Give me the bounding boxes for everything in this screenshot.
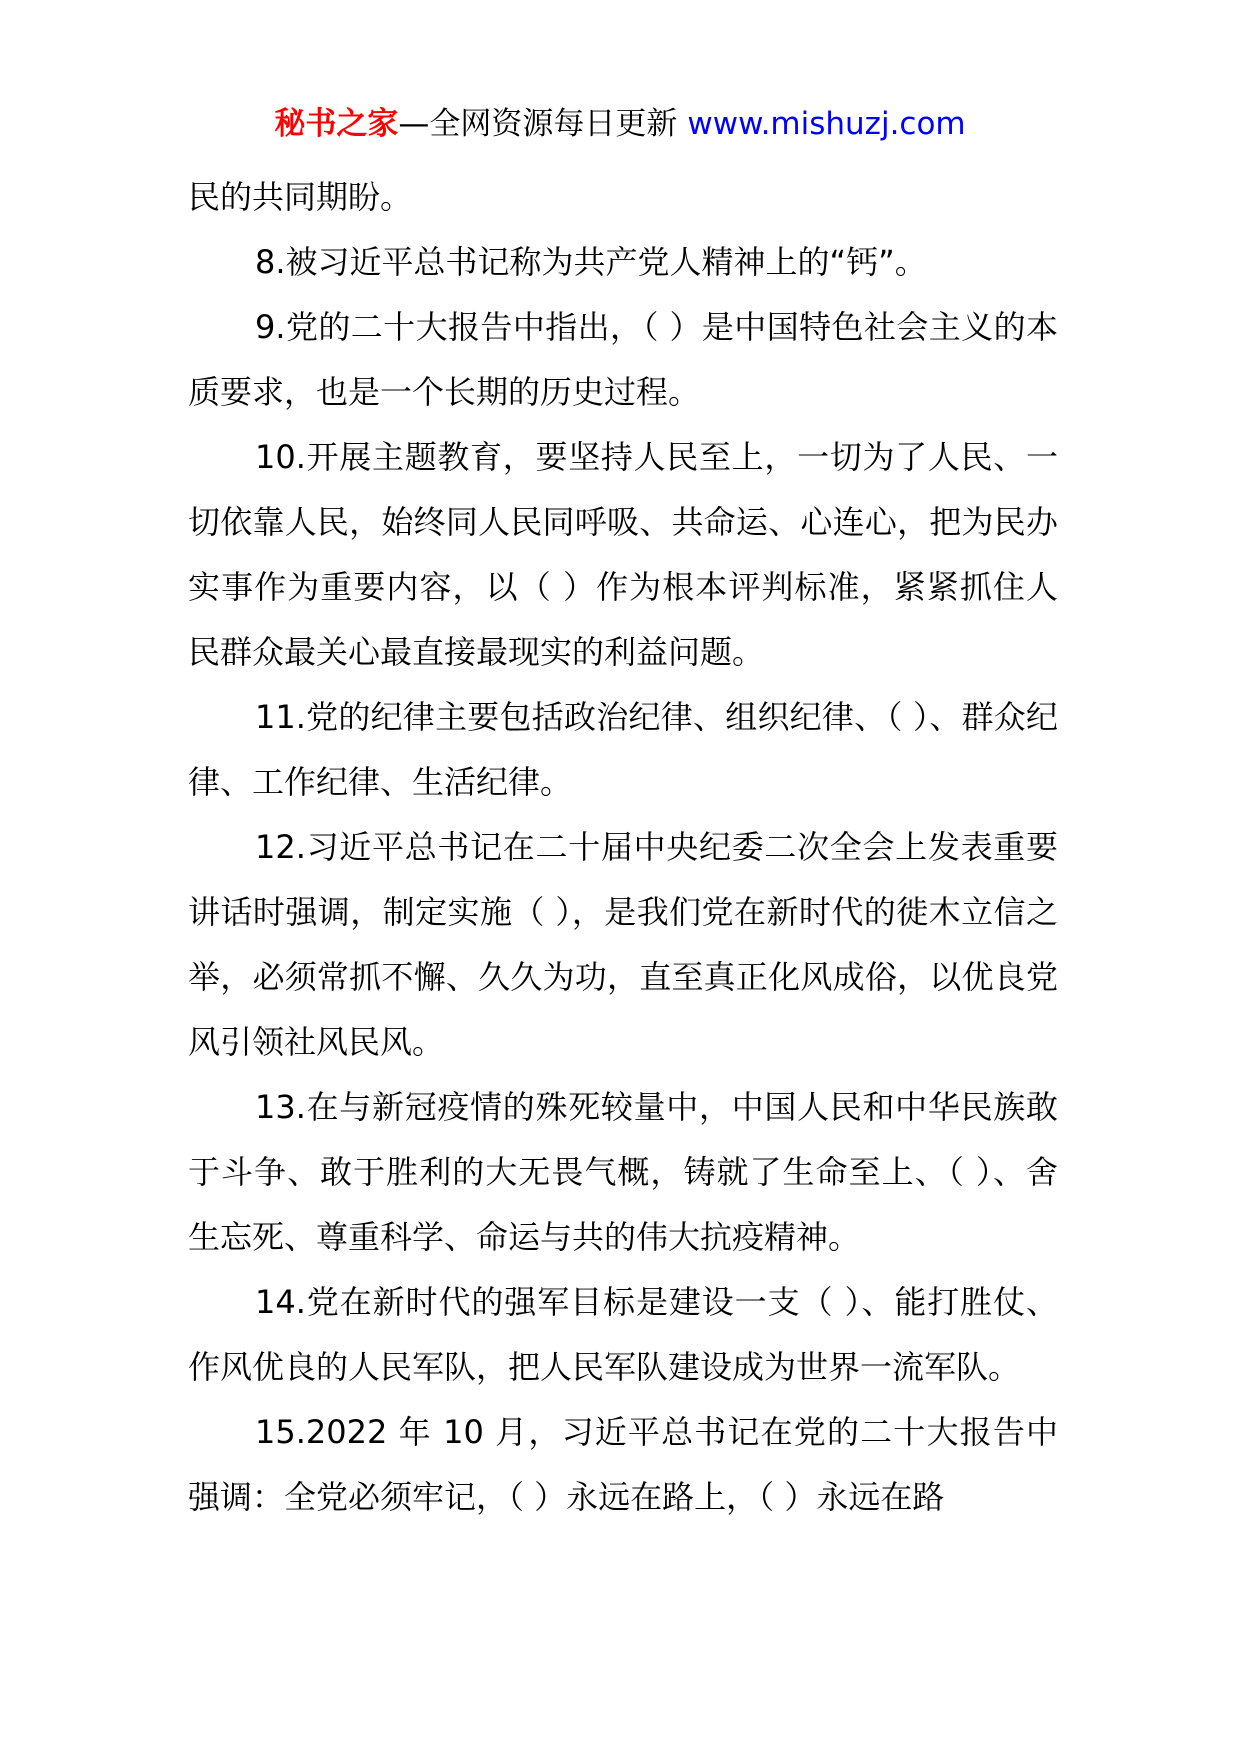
question-9: 9.党的二十大报告中指出，（ ）是中国特色社会主义的本质要求，也是一个长期的历史过程。 [188, 308, 1058, 411]
question-15: 15.2022 年 10 月，习近平总书记在党的二十大报告中强调：全党必须牢记，（ ）永远在路上，（ ）永远在路 [188, 1413, 1058, 1516]
question-13: 13.在与新冠疫情的殊死较量中，中国人民和中华民族敢于斗争、敢于胜利的大无畏气概，铸就了生命至上、（ ）、舍生忘死、尊重科学、命运与共的伟大抗疫精神。 [188, 1088, 1058, 1256]
question-11: 11.党的纪律主要包括政治纪律、组织纪律、（ ）、群众纪律、工作纪律、生活纪律。 [188, 698, 1058, 801]
question-12: 12.习近平总书记在二十届中央纪委二次全会上发表重要讲话时强调，制定实施（ ），是我们党在新时代的徙木立信之举，必须常抓不懈、久久为功，直至真正化风成俗，以优良党风引领社风民风。 [188, 828, 1058, 1061]
question-14: 14.党在新时代的强军目标是建设一支（ ）、能打胜仗、作风优良的人民军队，把人民军队建设成为世界一流军队。 [188, 1283, 1058, 1386]
page-header [0, 100, 1240, 148]
document-body [188, 165, 1058, 1530]
question-8: 8.被习近平总书记称为共产党人精神上的“钙”。 [255, 243, 927, 281]
header-slogan: —全网资源每日更新 [398, 106, 678, 142]
brand-name: 秘书之家 [274, 106, 399, 142]
site-url-link[interactable]: www.mishuzj.com [687, 106, 966, 142]
paragraph-continuation: 民的共同期盼。 [188, 178, 413, 216]
question-10: 10.开展主题教育，要坚持人民至上，一切为了人民、一切依靠人民，始终同人民同呼吸、共命运、心连心，把为民办实事作为重要内容，以（ ）作为根本评判标准，紧紧抓住人民群众最关心最直接最现实的利益问题。 [188, 438, 1058, 671]
